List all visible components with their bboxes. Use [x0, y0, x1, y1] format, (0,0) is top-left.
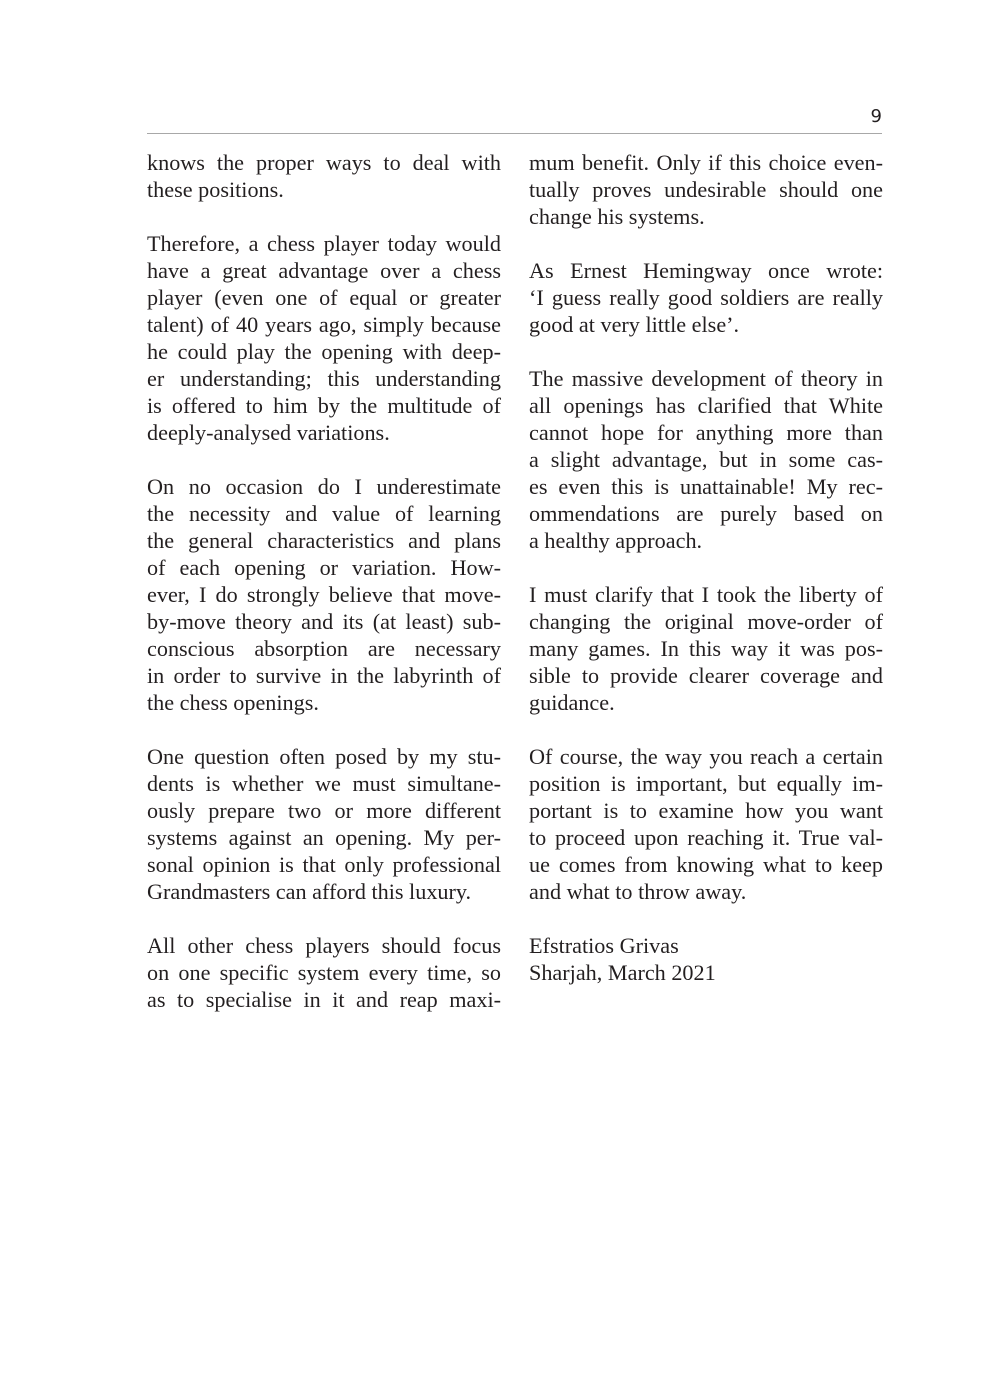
text-line: ommendations are purely based on: [529, 501, 883, 526]
paragraph: [529, 365, 883, 554]
text-line: knows the proper ways to deal with: [147, 150, 501, 175]
text-line: One question often posed by my stu-: [147, 744, 501, 769]
text-line: in order to survive in the labyrinth of: [147, 663, 501, 688]
paragraph: [529, 743, 883, 905]
paragraph: [147, 149, 501, 203]
text-line: mum benefit. Only if this choice even-: [529, 150, 883, 175]
text-line: is offered to him by the multitude of: [147, 393, 501, 418]
text-line: these positions.: [147, 177, 284, 202]
text-line: es even this is unattainable! My rec-: [529, 474, 883, 499]
header-rule: [147, 133, 882, 134]
text-line: talent) of 40 years ago, simply because: [147, 312, 501, 337]
right-column: [529, 149, 883, 1013]
author-name: Efstratios Grivas: [529, 933, 679, 958]
text-line: ue comes from knowing what to keep: [529, 852, 883, 877]
text-line: systems against an opening. My per-: [147, 825, 501, 850]
text-line: have a great advantage over a chess: [147, 258, 501, 283]
text-line: er understanding; this understanding: [147, 366, 501, 391]
text-line: sonal opinion is that only professional: [147, 852, 501, 877]
text-line: Of course, the way you reach a certain: [529, 744, 883, 769]
text-line: many games. In this way it was pos-: [529, 636, 883, 661]
text-line: change his systems.: [529, 204, 705, 229]
text-line: tually proves undesirable should one: [529, 177, 883, 202]
text-line: player (even one of equal or greater: [147, 285, 501, 310]
text-line: good at very little else’.: [529, 312, 740, 337]
text-line: as to specialise in it and reap maxi-: [147, 987, 501, 1012]
text-line: On no occasion do I underestimate: [147, 474, 501, 499]
paragraph: [147, 743, 501, 905]
paragraph: [529, 581, 883, 716]
text-line: ever, I do strongly believe that move-: [147, 582, 501, 607]
page-number: 9: [870, 106, 882, 127]
text-line: Therefore, a chess player today would: [147, 231, 501, 256]
text-line: ‘I guess really good soldiers are really: [529, 285, 883, 310]
place-date: Sharjah, March 2021: [529, 960, 716, 985]
text-line: a slight advantage, but in some cas-: [529, 447, 883, 472]
text-line: deeply-analysed variations.: [147, 420, 390, 445]
text-line: sible to provide clearer coverage and: [529, 663, 883, 688]
text-line: conscious absorption are necessary: [147, 636, 501, 661]
text-line: As Ernest Hemingway once wrote:: [529, 258, 883, 283]
text-line: Grandmasters can afford this luxury.: [147, 879, 472, 904]
text-line: to proceed upon reaching it. True val-: [529, 825, 883, 850]
text-line: I must clarify that I took the liberty of: [529, 582, 883, 607]
paragraph: [147, 932, 501, 1013]
text-line: guidance.: [529, 690, 615, 715]
text-line: by-move theory and its (at least) sub-: [147, 609, 501, 634]
text-line: on one specific system every time, so: [147, 960, 501, 985]
text-line: and what to throw away.: [529, 879, 747, 904]
text-line: changing the original move-order of: [529, 609, 883, 634]
text-line: of each opening or variation. How-: [147, 555, 501, 580]
text-line: the general characteristics and plans: [147, 528, 501, 553]
text-line: The massive development of theory in: [529, 366, 883, 391]
left-column: [147, 149, 501, 1040]
text-line: All other chess players should focus: [147, 933, 501, 958]
paragraph: [529, 257, 883, 338]
text-line: the chess openings.: [147, 690, 319, 715]
text-line: portant is to examine how you want: [529, 798, 883, 823]
text-line: all openings has clarified that White: [529, 393, 883, 418]
paragraph: [529, 149, 883, 230]
text-line: ously prepare two or more different: [147, 798, 501, 823]
text-line: position is important, but equally im-: [529, 771, 883, 796]
paragraph: [147, 473, 501, 716]
signature: [529, 932, 883, 986]
paragraph: [147, 230, 501, 446]
text-line: a healthy approach.: [529, 528, 703, 553]
text-line: the necessity and value of learning: [147, 501, 501, 526]
text-line: cannot hope for anything more than: [529, 420, 883, 445]
text-line: dents is whether we must simultane-: [147, 771, 501, 796]
text-line: he could play the opening with deep-: [147, 339, 501, 364]
